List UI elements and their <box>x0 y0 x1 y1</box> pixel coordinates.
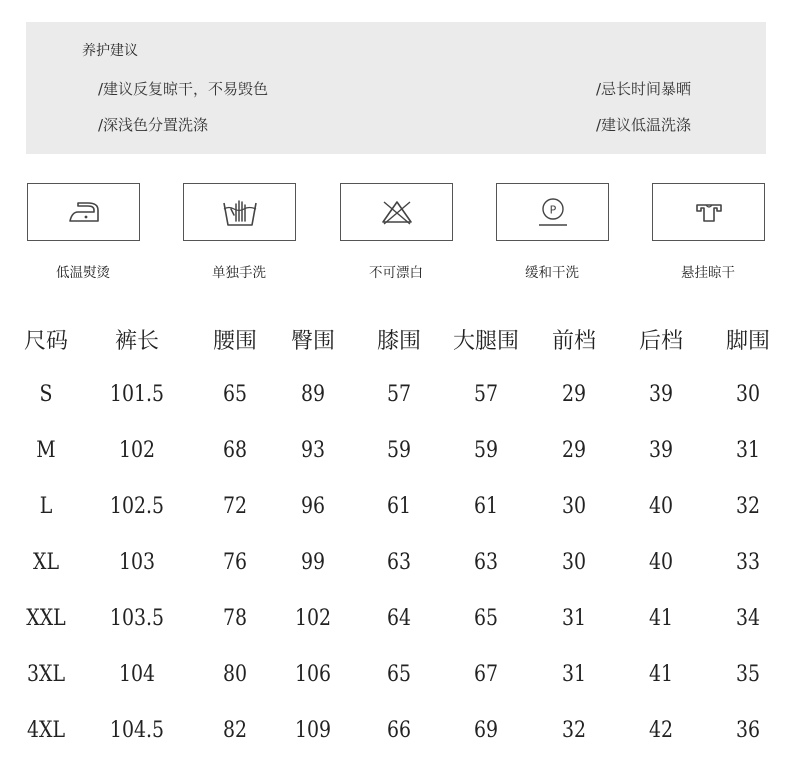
measurement-cell: 104.5 <box>109 718 165 743</box>
care-tip: /建议反复晾干，不易毁色 <box>98 80 269 98</box>
measurement-cell: 106 <box>294 662 332 687</box>
size-label-cell: XXL <box>26 606 66 631</box>
column-header: 膝围 <box>376 329 421 354</box>
measurement-cell: 31 <box>561 606 587 631</box>
column-header: 裤长 <box>114 329 159 354</box>
measurement-cell: 96 <box>300 494 326 519</box>
no-bleach-icon <box>375 197 419 227</box>
measurement-cell: 65 <box>222 382 248 407</box>
size-label-cell: L <box>39 494 53 519</box>
dry-clean-p-icon <box>531 194 575 230</box>
measurement-cell: 66 <box>386 718 412 743</box>
measurement-cell: 68 <box>222 438 248 463</box>
measurement-cell: 30 <box>735 382 761 407</box>
column-header: 尺码 <box>23 329 68 354</box>
column-header: 脚围 <box>725 329 770 354</box>
measurement-cell: 103.5 <box>109 606 165 631</box>
measurement-cell: 32 <box>735 494 761 519</box>
measurement-cell: 30 <box>561 494 587 519</box>
measurement-cell: 36 <box>735 718 761 743</box>
svg-text:P: P <box>549 203 556 217</box>
care-symbol-hand-wash <box>183 183 296 241</box>
measurement-cell: 78 <box>222 606 248 631</box>
measurement-cell: 31 <box>735 438 761 463</box>
measurement-cell: 34 <box>735 606 761 631</box>
measurement-cell: 101.5 <box>109 382 165 407</box>
measurement-cell: 64 <box>386 606 412 631</box>
measurement-cell: 29 <box>561 382 587 407</box>
measurement-cell: 61 <box>386 494 412 519</box>
column-header: 臀围 <box>290 329 335 354</box>
size-label-cell: XL <box>32 550 60 575</box>
measurement-cell: 109 <box>294 718 332 743</box>
care-symbol-hang-dry <box>652 183 765 241</box>
measurement-cell: 41 <box>648 606 674 631</box>
care-tip: /深浅色分置洗涤 <box>98 116 209 134</box>
measurement-cell: 82 <box>222 718 248 743</box>
measurement-cell: 65 <box>386 662 412 687</box>
measurement-cell: 102.5 <box>109 494 165 519</box>
care-advice-title: 养护建议 <box>82 43 138 59</box>
measurement-cell: 76 <box>222 550 248 575</box>
measurement-cell: 103 <box>118 550 156 575</box>
measurement-cell: 59 <box>473 438 499 463</box>
measurement-cell: 67 <box>473 662 499 687</box>
measurement-cell: 35 <box>735 662 761 687</box>
measurement-cell: 59 <box>386 438 412 463</box>
size-label-cell: M <box>36 438 56 463</box>
table-row <box>0 480 790 536</box>
measurement-cell: 99 <box>300 550 326 575</box>
measurement-cell: 89 <box>300 382 326 407</box>
measurement-cell: 57 <box>473 382 499 407</box>
size-table <box>0 312 790 760</box>
table-row <box>0 592 790 648</box>
measurement-cell: 40 <box>648 550 674 575</box>
care-symbol-iron <box>27 183 140 241</box>
measurement-cell: 102 <box>294 606 332 631</box>
measurement-cell: 32 <box>561 718 587 743</box>
care-symbol-label: 不可漂白 <box>369 265 423 281</box>
size-label-cell: 3XL <box>26 662 66 687</box>
column-header: 大腿围 <box>452 329 519 354</box>
column-header: 前档 <box>551 329 596 354</box>
care-symbol-label: 单独手洗 <box>212 265 266 281</box>
care-symbol-dry-clean <box>496 183 609 241</box>
measurement-cell: 93 <box>300 438 326 463</box>
measurement-cell: 33 <box>735 550 761 575</box>
size-table-header-row <box>0 312 790 368</box>
care-advice-panel <box>26 22 766 154</box>
care-symbol-label: 缓和干洗 <box>525 265 579 281</box>
measurement-cell: 102 <box>118 438 156 463</box>
hang-dry-icon <box>687 197 731 227</box>
measurement-cell: 80 <box>222 662 248 687</box>
measurement-cell: 39 <box>648 382 674 407</box>
measurement-cell: 61 <box>473 494 499 519</box>
measurement-cell: 72 <box>222 494 248 519</box>
measurement-cell: 104 <box>118 662 156 687</box>
hand-wash-icon <box>218 195 262 229</box>
care-symbol-label: 悬挂晾干 <box>681 265 735 281</box>
care-symbol-no-bleach <box>340 183 453 241</box>
table-row <box>0 704 790 760</box>
measurement-cell: 29 <box>561 438 587 463</box>
column-header: 腰围 <box>212 329 257 354</box>
measurement-cell: 63 <box>386 550 412 575</box>
measurement-cell: 30 <box>561 550 587 575</box>
table-row <box>0 424 790 480</box>
column-header: 后档 <box>638 329 683 354</box>
measurement-cell: 63 <box>473 550 499 575</box>
iron-low-temp-icon <box>62 197 106 227</box>
measurement-cell: 40 <box>648 494 674 519</box>
table-row <box>0 648 790 704</box>
measurement-cell: 57 <box>386 382 412 407</box>
size-label-cell: S <box>39 382 53 407</box>
table-row <box>0 536 790 592</box>
care-tip: /建议低温洗涤 <box>596 116 692 134</box>
measurement-cell: 65 <box>473 606 499 631</box>
care-symbol-label: 低温熨烫 <box>56 265 110 281</box>
measurement-cell: 41 <box>648 662 674 687</box>
measurement-cell: 31 <box>561 662 587 687</box>
care-tip: /忌长时间暴晒 <box>596 80 692 98</box>
size-label-cell: 4XL <box>26 718 66 743</box>
measurement-cell: 42 <box>648 718 674 743</box>
table-row <box>0 368 790 424</box>
measurement-cell: 39 <box>648 438 674 463</box>
measurement-cell: 69 <box>473 718 499 743</box>
